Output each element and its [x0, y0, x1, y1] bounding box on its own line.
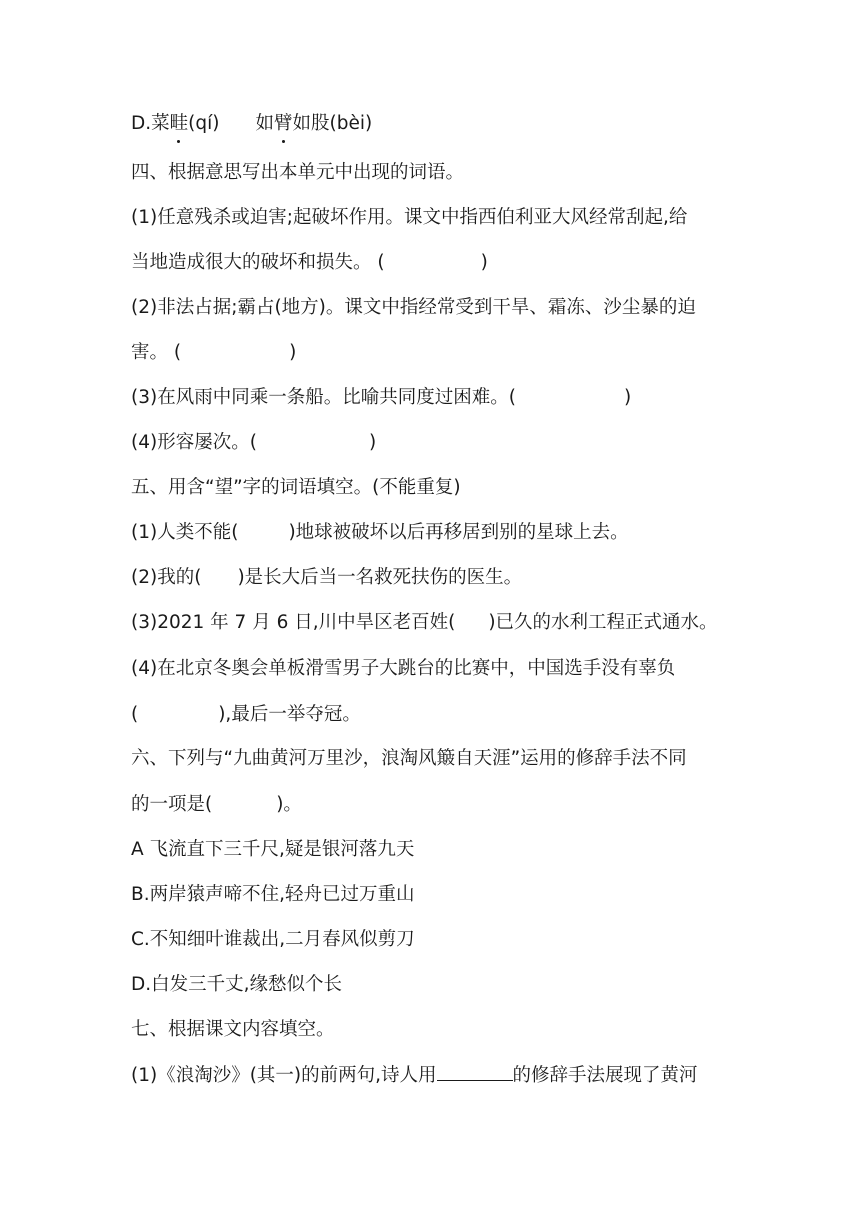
blank-open: (: [131, 704, 139, 725]
question-text: 害。 (: [131, 342, 182, 363]
question-7-1: [131, 1062, 698, 1089]
question-text: 的一项是(: [131, 794, 213, 815]
answer-underline: [437, 1062, 513, 1081]
question-4-2: (2)非法占据;霸占(地方)。课文中指经常受到干旱、霜冻、沙尘暴的迫: [131, 297, 696, 318]
question-4-4: [131, 430, 376, 456]
blank-close: ): [289, 342, 297, 363]
pinyin: (qí): [188, 113, 220, 134]
question-text: (1)人类不能(: [131, 522, 239, 543]
option-a: A 飞流直下三千尺,疑是银河落九天: [131, 839, 415, 860]
question-5-4-cont: [131, 702, 361, 728]
option-c: C.不知细叶谁裁出,二月春风似剪刀: [131, 929, 415, 950]
question-text: (2)我的(: [131, 567, 202, 588]
option-d-prefix: D.菜: [131, 113, 170, 134]
section-seven-heading: 七、根据课文内容填空。: [131, 1019, 335, 1040]
section-six-heading: 六、下列与“九曲黄河万里沙，浪淘风簸自天涯”运用的修辞手法不同: [131, 748, 687, 769]
question-text: )是长大后当一名救死扶伤的医生。: [237, 567, 523, 588]
question-text: 当地造成很大的破坏和损失。 (: [131, 252, 385, 273]
question-text: )已久的水利工程正式通水。: [488, 612, 718, 633]
question-text: (1)《浪淘沙》(其一)的前两句,诗人用: [131, 1065, 437, 1086]
dotted-char: 畦: [170, 111, 189, 137]
question-5-3: [131, 610, 718, 636]
option-d-line: [131, 111, 372, 137]
phrase-start: 如: [255, 113, 274, 134]
section-six-heading-cont: [131, 792, 302, 818]
question-text: ),最后一举夺冠。: [218, 704, 361, 725]
phrase-end: 如股(bèi): [292, 113, 373, 134]
question-text: (3)在风雨中同乘一条船。比喻共同度过困难。(: [131, 387, 516, 408]
option-d: D.白发三千丈,缘愁似个长: [131, 974, 343, 995]
question-text: (3)2021 年 7 月 6 日,川中旱区老百姓(: [131, 612, 456, 633]
section-four-heading: 四、根据意思写出本单元中出现的词语。: [131, 162, 465, 183]
blank-close: ): [368, 432, 377, 453]
question-4-1-cont: [131, 250, 488, 276]
question-4-3: [131, 385, 631, 411]
blank-close: ): [623, 387, 632, 408]
question-5-2: [131, 565, 522, 591]
question-text: (4)形容屡次。(: [131, 432, 257, 453]
question-4-1: (1)任意残杀或迫害;起破坏作用。课文中指西伯利亚大风经常刮起,给: [131, 207, 688, 228]
question-5-1: [131, 520, 629, 546]
blank-close: ): [480, 252, 488, 273]
question-5-4: (4)在北京冬奥会单板滑雪男子大跳台的比赛中，中国选手没有辜负: [131, 658, 676, 679]
section-five-heading: 五、用含“望”字的词语填空。(不能重复): [131, 477, 461, 498]
dotted-char: 臂: [274, 111, 293, 137]
question-text: 的修辞手法展现了黄河: [512, 1065, 698, 1086]
blank-close: )。: [276, 794, 302, 815]
question-text: )地球被破坏以后再移居到别的星球上去。: [288, 522, 629, 543]
option-b: B.两岸猿声啼不住,轻舟已过万重山: [131, 884, 415, 905]
question-4-2-cont: [131, 340, 296, 366]
